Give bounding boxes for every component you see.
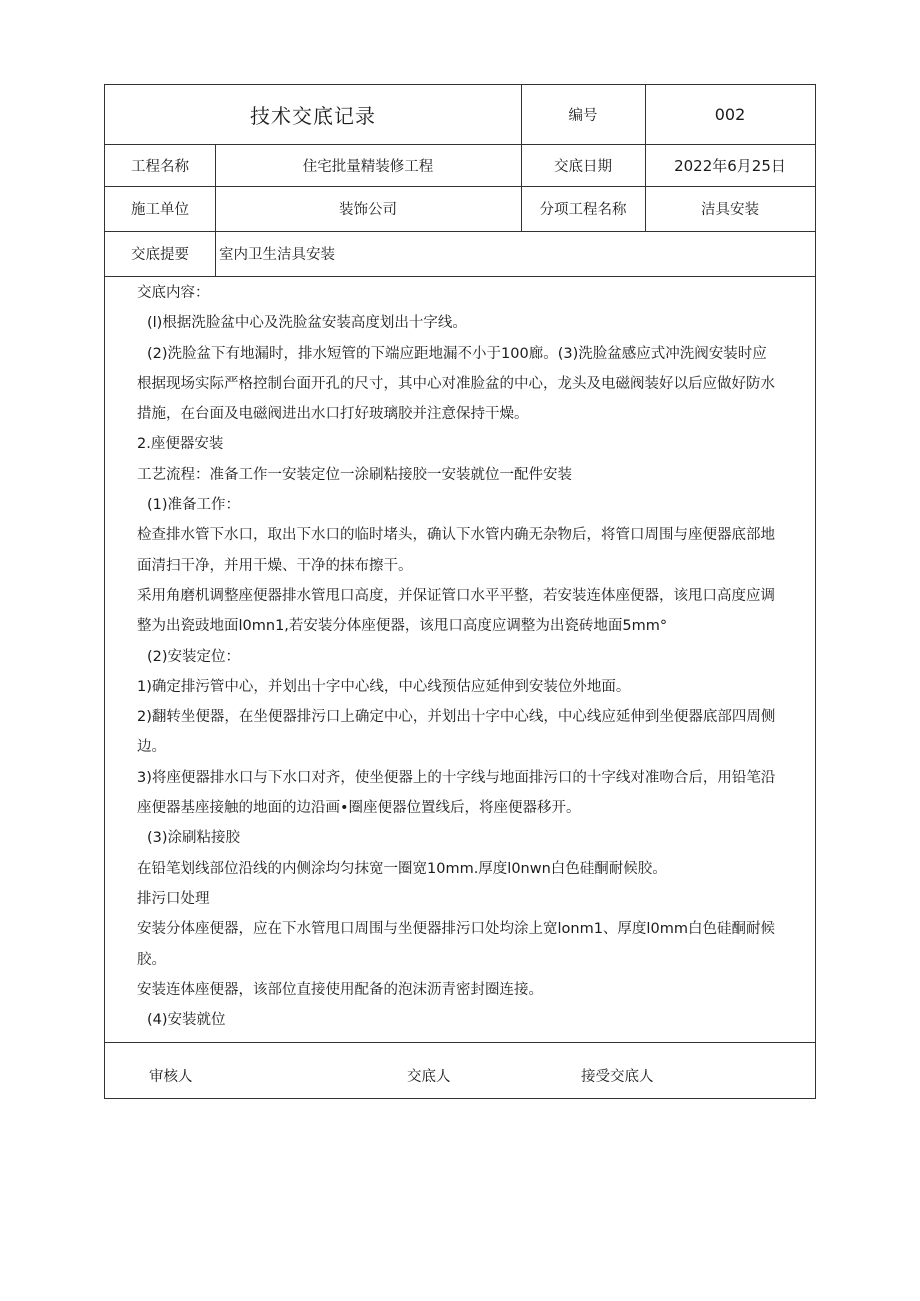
number-label: 编号 [568, 108, 598, 124]
content-line: (2)安装定位： [147, 648, 241, 665]
content-line: (4)安装就位 [147, 1012, 226, 1029]
disclosure-content [105, 276, 815, 1042]
content-line: 检查排水管下水口，取出下水口的临时堵头，确认下水管内确无杂物后，将管口周围与座便器底部地 [137, 527, 775, 544]
content-line: (3)涂刷粘接胶 [147, 830, 241, 847]
content-line: (l)根据洗脸盆中心及洗脸盆安装高度划出十字线。 [147, 315, 467, 332]
reviewer-label: 审核人 [149, 1069, 193, 1085]
content-line: 座便器基座接触的地面的边沿画•圈座便器位置线后，将座便器移开。 [137, 800, 581, 817]
content-line: 1)确定排污管中心，并划出十字中心线，中心线预估应延伸到安装位外地面。 [137, 678, 631, 695]
sub-project-label: 分项工程名称 [539, 202, 627, 218]
disclosure-summary-label: 交底提要 [131, 247, 189, 263]
disclosure-date-value: 2022年6月25日 [674, 156, 786, 175]
record-title: 技术交底记录 [250, 104, 376, 128]
content-line: 胶。 [137, 951, 166, 968]
content-line: 安装连体座便器，该部位直接使用配备的泡沫沥青密封圈连接。 [137, 981, 543, 998]
project-name-label: 工程名称 [131, 158, 189, 175]
construction-unit-value: 装饰公司 [339, 202, 397, 218]
content-line: 工艺流程：准备工作一安装定位一涂刷粘接胶一安装就位一配件安装 [137, 466, 572, 483]
project-name-value: 住宅批量精装修工程 [302, 158, 434, 175]
disclosure-record-table [104, 84, 816, 1099]
construction-unit-label: 施工单位 [131, 202, 189, 218]
content-line: 安装分体座便器，应在下水管甩口周围与坐便器排污口处均涂上宽lonm1、厚度l0mm白色硅酮耐候 [137, 921, 775, 938]
content-line: 采用角磨机调整座便器排水管甩口高度，并保证管口水平平整，若安装连体座便器，该甩口高度应调 [137, 587, 775, 604]
disclosure-summary-value: 室内卫生洁具安装 [219, 247, 335, 263]
content-line: 2)翻转坐便器，在坐便器排污口上确定中心，并划出十字中心线，中心线应延伸到坐便器底部四周侧 [137, 709, 776, 726]
row-divider [105, 1042, 815, 1043]
content-line: (1)准备工作： [147, 497, 241, 514]
discloser-label: 交底人 [407, 1069, 451, 1085]
content-line: 根据现场实际严格控制台面开孔的尺寸，其中心对准脸盆的中心，龙头及电磁阀装好以后应做好防水 [137, 375, 775, 392]
sub-project-value: 洁具安装 [701, 202, 759, 218]
content-line: 在铅笔划线部位沿线的内侧涂均匀抹宽一圈宽10mm.厚度l0nwn白色硅酮耐候胶。 [137, 860, 667, 877]
disclosure-date-label: 交底日期 [554, 158, 612, 175]
content-line: 整为出瓷豉地面l0mn1,若安装分体座便器，该甩口高度应调整为出瓷砖地面5mm° [137, 618, 668, 635]
receiver-label: 接受交底人 [581, 1069, 654, 1085]
number-value: 002 [714, 105, 746, 124]
content-line: 交底内容： [137, 285, 210, 301]
content-line: 面清扫干净，并用干燥、干净的抹布擦干。 [137, 557, 413, 574]
content-line: 措施，在台面及电磁阀进出水口打好玻璃胶并注意保持干燥。 [137, 406, 529, 423]
content-line: 边。 [137, 739, 166, 756]
content-line: 2.座便器安装 [137, 436, 224, 453]
content-line: 3)将座便器排水口与下水口对齐，使坐便器上的十字线与地面排污口的十字线对准吻合后，用铅笔沿 [137, 769, 776, 786]
content-line: (2)洗脸盆下有地漏时，排水短管的下端应距地漏不小于100廊。(3)洗脸盆感应式冲洗阀安装时应 [147, 345, 767, 362]
content-line: 排污口处理 [137, 890, 210, 907]
